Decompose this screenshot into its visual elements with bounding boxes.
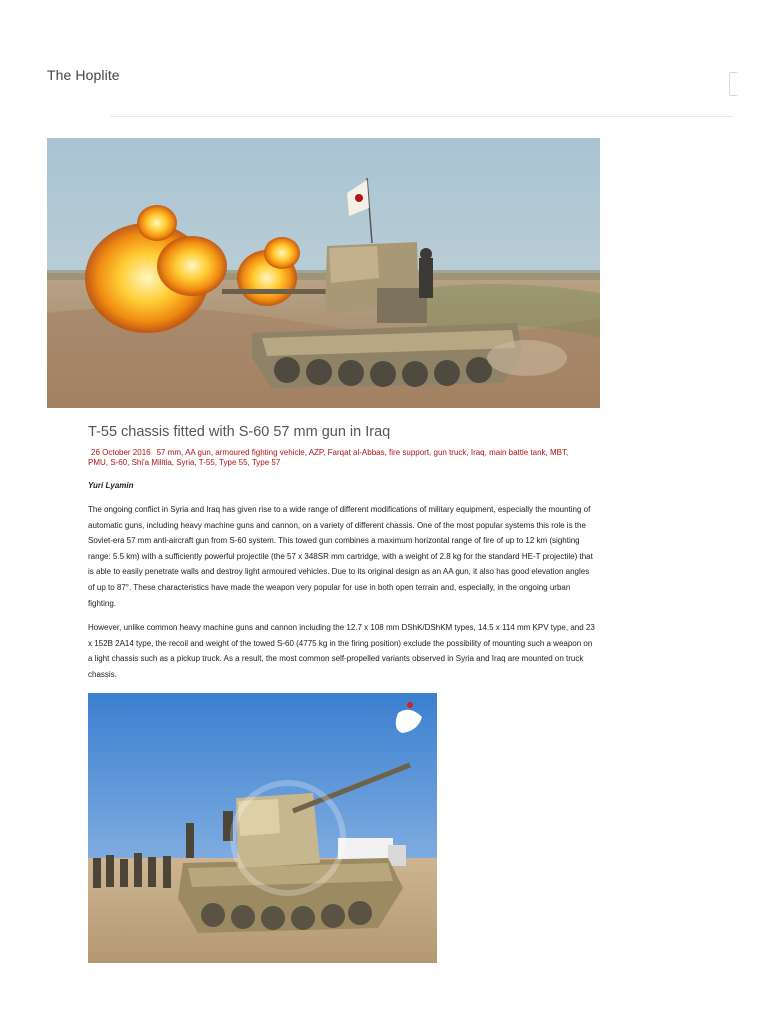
hero-image [47, 138, 600, 408]
search-input[interactable] [729, 72, 737, 96]
post-author: Yuri Lyamin [88, 481, 134, 490]
post-paragraph: The ongoing conflict in Syria and Iraq has given rise to a wide range of different modifications of military equipment, especially the mounting of automatic guns, including heavy machine guns and cannon, on a variety of different chassis. One of the most popular systems this role is the Soviet-era 57 mm anti-aircraft gun from S-60 system. This towed gun combines a maximum horizontal range of fire of up to 12 km (sighting range: 5.5 km) with a sufficiently powerful projectile (the 57 x 348SR mm cartridge, with a weight of 2.8 kg for the standard HE-T projectile) that is able to easily penetrate walls and destroy light armoured vehicles. Due to its original design as an AA gun, it also has good elevation angles of up to 87°. These characteristics have made the weapon very popular for use in both open terrain and, especially, in the ongoing urban fighting. [88, 505, 593, 608]
post-meta [88, 448, 588, 468]
post-paragraph: However, unlike common heavy machine guns and cannon including the 12.7 x 108 mm DShK/DShKM types, 14.5 x 114 mm KPV type, and 23 x 152B 2A14 type, the recoil and weight of the towed S-60 (4775 kg in the firing position) exclude the possibility of mounting such a weapon on a light chassis such as a pickup truck. As a result, the most common self-propelled variants observed in Syria and Iraq are mounted on truck chassis. [88, 623, 595, 679]
site-title[interactable]: The Hoplite [47, 67, 120, 83]
tank-photo [88, 693, 437, 963]
header-divider [110, 116, 733, 117]
post-date[interactable]: 26 October 2016 [91, 448, 151, 457]
post-title[interactable]: T-55 chassis fitted with S-60 57 mm gun in Iraq [88, 424, 391, 440]
post-tags[interactable]: 57 mm, AA gun, armoured fighting vehicle, AZP, Farqat al-Abbas, fire support, gun truck, Iraq, main battle tank, MBT, PMU, S-60, Shi'a Militia, Syria, T-55, Type 55, Type 57 [88, 448, 569, 467]
